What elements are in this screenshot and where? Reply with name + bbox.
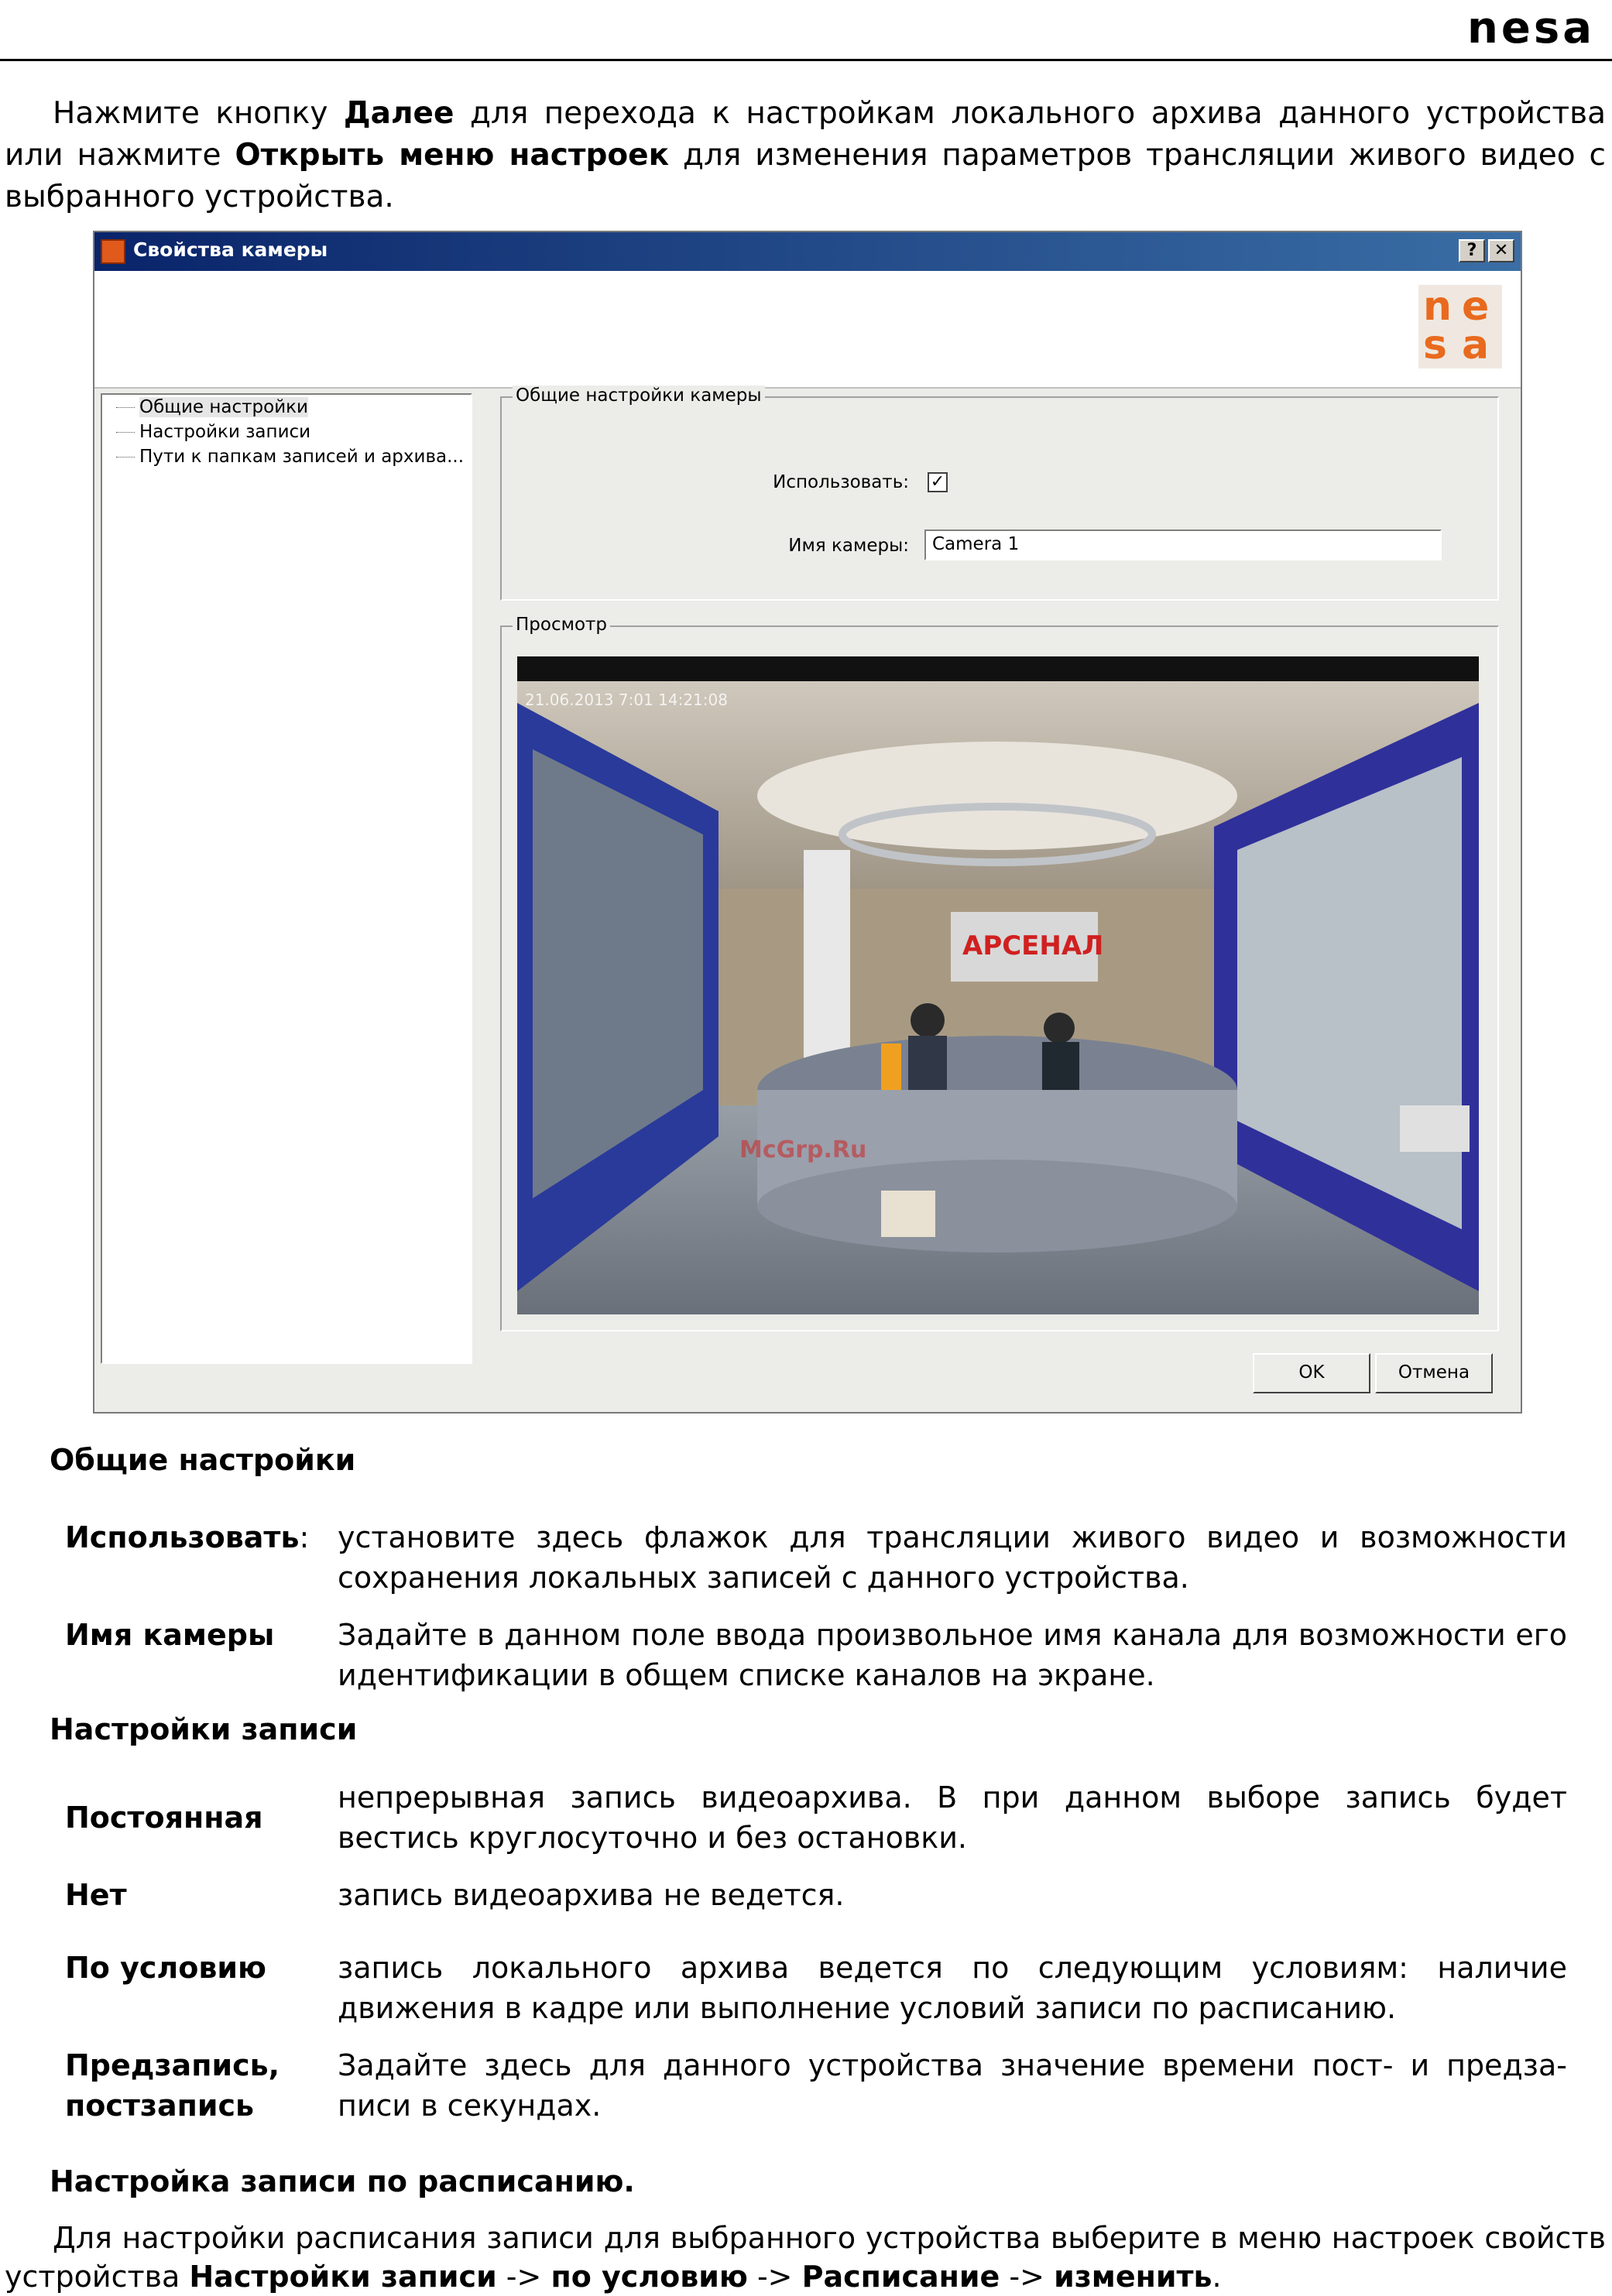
desc-prerecord: Задайте здесь для данного устройства значение времени пост- и предза-писи в секундах.	[338, 2048, 1567, 2123]
general-settings-group	[500, 386, 1499, 601]
tree-item-recording[interactable]: Настройки записи	[102, 420, 471, 444]
open-settings-ref: Открыть меню настроек	[235, 138, 670, 173]
desc-camera-name: Задайте в данном поле ввода произвольное имя канала для возможности его идентификации в общем списке каналов на экране.	[338, 1618, 1567, 1692]
nesa-logo-icon: n e s a	[1418, 285, 1502, 368]
desc-none: запись видеоархива не ведется.	[338, 1878, 845, 1912]
camera-preview-image	[517, 656, 1479, 1314]
desc-use: установите здесь флажок для трансляции живого видео и возможности сохранения локальных записей с данного устройства.	[338, 1520, 1567, 1595]
page-header	[0, 0, 1612, 60]
preview-group	[500, 615, 1499, 1331]
header-rule	[0, 59, 1612, 61]
svg-text:АРСЕНАЛ: АРСЕНАЛ	[962, 930, 1104, 961]
app-icon	[101, 239, 125, 264]
settings-tree	[101, 393, 472, 1364]
preview-timestamp: 21.06.2013 7:01 14:21:08	[525, 691, 728, 709]
ok-button[interactable]: OK	[1253, 1353, 1370, 1393]
tree-item-general[interactable]: Общие настройки	[102, 395, 471, 420]
term-use: Использовать:	[65, 1520, 310, 1554]
dialog-banner	[94, 271, 1521, 389]
use-checkbox[interactable]: ✓	[928, 472, 948, 492]
camera-properties-dialog	[93, 231, 1522, 1414]
camera-name-label: Имя камеры:	[788, 536, 909, 556]
term-conditional: По условию	[65, 1951, 266, 1985]
tree-item-paths[interactable]: Пути к папкам записей и архива...	[102, 444, 471, 469]
section-title-schedule: Настройка записи по расписанию.	[50, 2164, 635, 2198]
use-label: Использовать:	[773, 472, 909, 492]
brand-logo: nesa	[1467, 3, 1595, 53]
dialog-title: Свойства камеры	[133, 238, 328, 261]
dialog-titlebar[interactable]	[94, 232, 1521, 271]
section-title-recording: Настройки записи	[50, 1712, 358, 1746]
group-title: Общие настройки камеры	[513, 386, 765, 406]
section-title-general: Общие настройки	[50, 1443, 356, 1477]
desc-constant: непрерывная запись видеоархива. В при данном выборе запись будет вестись круглосуточно и без остановки.	[338, 1780, 1567, 1855]
close-button[interactable]: ✕	[1488, 239, 1514, 262]
store-scene	[517, 656, 1479, 1314]
help-button[interactable]: ?	[1459, 239, 1485, 262]
group-title: Просмотр	[513, 615, 610, 635]
camera-name-input[interactable]: Camera 1	[924, 529, 1442, 560]
schedule-paragraph: Для настройки расписания записи для выбранного устройства выберите в меню настроек свойств устройства Настройки записи -> по условию -> Расписание -> изменить.	[5, 2221, 1606, 2294]
term-constant: Постоянная	[65, 1801, 263, 1835]
next-button-ref: Далее	[343, 96, 454, 131]
preview-top-bar	[517, 656, 1479, 681]
term-none: Нет	[65, 1878, 127, 1912]
term-camera-name: Имя камеры	[65, 1618, 275, 1652]
watermark: McGrp.Ru	[739, 1136, 867, 1163]
desc-conditional: запись локального архива ведется по следующим условиям: наличие движения в кадре или выполнение условий записи по расписанию.	[338, 1951, 1567, 2025]
cancel-button[interactable]: Отмена	[1375, 1353, 1493, 1393]
intro-paragraph: Нажмите кнопку Далее для перехода к настройкам локального архива данного устройства или нажмите Открыть меню настроек для изменения параметров трансляции живого видео с выбранного устройства.	[5, 96, 1606, 214]
term-prerecord: Предзапись, постзапись	[65, 2048, 280, 2123]
